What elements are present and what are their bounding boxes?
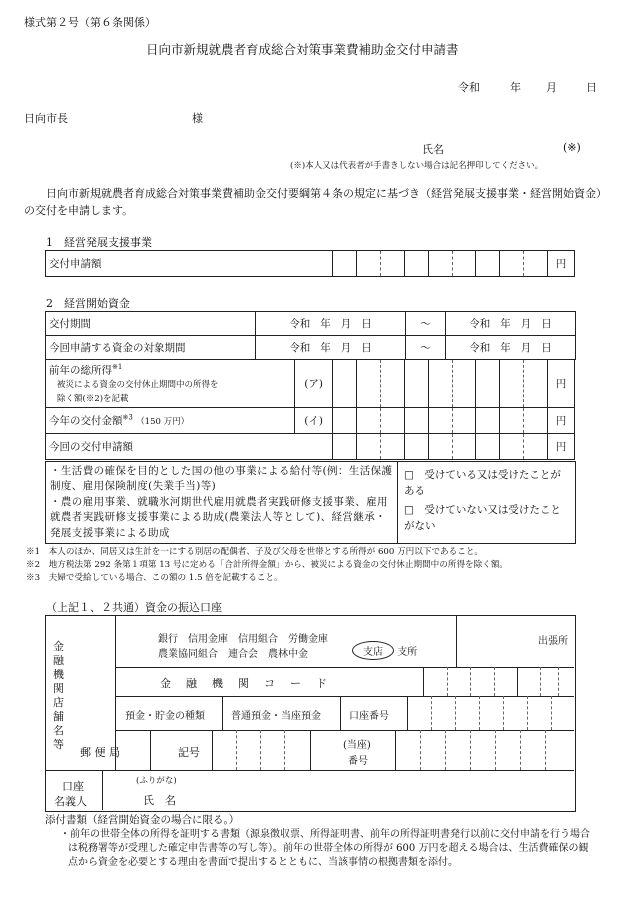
- digit-cell[interactable]: [404, 360, 428, 408]
- code-digit-line: [447, 667, 448, 696]
- date-day: 日: [586, 81, 597, 94]
- bank-col-line: [340, 696, 341, 730]
- seal-note: (※)本人又は代表者が手書きしない場合は記名押印してください。: [290, 161, 544, 171]
- bank-side-label: 金融機関店舗名等: [53, 640, 64, 751]
- current-year-amount-cell: [46, 408, 295, 434]
- digit-cell[interactable]: [452, 360, 476, 408]
- day-label: 日: [541, 318, 552, 330]
- holder-label-1: 口座: [62, 780, 84, 793]
- digit-cell[interactable]: [428, 408, 452, 434]
- note-3: ※3 夫婦で受給している場合、この額の 1.5 倍を記載すること。: [26, 573, 283, 583]
- yen-unit: 円: [547, 434, 574, 460]
- tilde: ～: [406, 336, 446, 360]
- code-digit-line: [494, 667, 495, 696]
- note-ref: ※3: [122, 413, 133, 422]
- target-period-label: 今回申請する資金の対象期間: [46, 336, 256, 360]
- prior-income-cell: [46, 360, 295, 408]
- month-label: 月: [520, 318, 532, 330]
- month-label: 月: [340, 318, 352, 330]
- era-label: 令和: [289, 342, 311, 354]
- amount-note: （150 万円）: [136, 417, 190, 427]
- digit-cell[interactable]: [381, 251, 405, 277]
- code-digit-line: [558, 667, 559, 696]
- branch-options[interactable]: [352, 641, 417, 660]
- bank-col-line: [150, 730, 151, 770]
- digit-cell[interactable]: [381, 408, 405, 434]
- seal-mark: (※): [563, 141, 581, 154]
- era-label: 令和: [469, 318, 491, 330]
- account-digit-line: [479, 696, 480, 730]
- symbol-digit-line: [260, 730, 261, 770]
- bank-col-line: [395, 730, 396, 770]
- digit-cell[interactable]: [381, 434, 405, 460]
- branch-sub: 支所: [397, 647, 418, 658]
- date-year: 年: [510, 81, 521, 94]
- number-digit-line: [545, 730, 546, 770]
- account-digit-line: [431, 696, 432, 730]
- note-1: ※1 本人のほか、同居又は生計を一にする別居の配偶者、子及び父母を世帯とする所得が 600 万円以下であること。: [26, 547, 484, 557]
- digit-cell[interactable]: [476, 360, 500, 408]
- section1-table: [45, 250, 575, 277]
- option-received[interactable]: □ 受けている又は受けたことがある: [404, 469, 561, 497]
- date-era: 令和: [458, 81, 480, 94]
- number-digit-line: [445, 730, 446, 770]
- bank-col-line: [423, 667, 424, 696]
- symbol-digit-line: [236, 730, 237, 770]
- prior-income-sub: 除く額(※2)を記載: [57, 393, 129, 404]
- digit-cell[interactable]: [452, 434, 476, 460]
- target-period-start[interactable]: [256, 336, 406, 360]
- yen-unit: 円: [547, 251, 574, 277]
- digit-cell[interactable]: [524, 251, 548, 277]
- account-digit-line: [503, 696, 504, 730]
- month-label: 月: [340, 342, 352, 354]
- number-digit-line: [495, 730, 496, 770]
- addressee: 日向市長: [24, 112, 68, 125]
- digit-cell[interactable]: [500, 434, 524, 460]
- era-label: 令和: [469, 342, 491, 354]
- digit-cell[interactable]: [333, 408, 357, 434]
- digit-cell[interactable]: [428, 434, 452, 460]
- period-start[interactable]: [256, 312, 406, 336]
- year-label: 年: [500, 342, 511, 354]
- digit-cell[interactable]: [404, 408, 428, 434]
- section1-heading: 1 経営発展支援事業: [46, 236, 152, 249]
- bank-col-line: [407, 696, 408, 730]
- period-end[interactable]: [446, 312, 576, 336]
- note-2: ※2 地方税法第 292 条第１項第 13 号に定める「合計所得金額」から、被災による資金の交付休止期間中の所得を除く額。: [26, 560, 509, 570]
- attachments-body: ・前年の世帯全体の所得を証明する書類（源泉徴収票、所得証明書、前年の所得証明書発行以前に交付申請を行う場合は税務署等が受理した確定申告書等の写し等）。前年の世帯全体の所得が 600 万円を超える場合は、生活費確保の観点から資金を必要とする理由を書面で提出するとともに、当該事情の根拠書類を添付。: [60, 829, 590, 868]
- digit-cell[interactable]: [476, 408, 500, 434]
- section2-amount-table: [45, 359, 575, 460]
- branch-office: 出張所: [538, 636, 568, 647]
- digit-cell[interactable]: [357, 360, 381, 408]
- year-label: 年: [500, 318, 511, 330]
- year-label: 年: [320, 342, 331, 354]
- digit-cell[interactable]: [524, 434, 548, 460]
- digit-cell[interactable]: [476, 251, 500, 277]
- digit-cell[interactable]: [452, 408, 476, 434]
- bank-col-line: [310, 730, 311, 770]
- digit-cell[interactable]: [381, 360, 405, 408]
- day-label: 日: [361, 318, 372, 330]
- section2-heading: 2 経営開始資金: [46, 297, 130, 310]
- deposit-type-value[interactable]: 普通預金・当座預金: [231, 711, 321, 722]
- bank-row-line: [115, 696, 574, 697]
- yen-unit: 円: [547, 408, 574, 434]
- day-label: 日: [541, 342, 552, 354]
- digit-cell[interactable]: [404, 251, 428, 277]
- symbol-label: 記号: [178, 746, 200, 759]
- post-office-label: 郵 便 局: [80, 746, 120, 759]
- bank-row-line: [115, 730, 574, 731]
- holder-name-label: 氏 名: [143, 794, 176, 807]
- code-digit-line: [540, 667, 541, 696]
- holder-label-2: 名義人: [54, 795, 87, 808]
- bank-types-2: 農業協同組合 連合会 農林中金: [158, 649, 308, 660]
- digit-cell[interactable]: [428, 251, 452, 277]
- digit-cell[interactable]: [333, 251, 357, 277]
- furigana-label: (ふりがな): [136, 776, 177, 786]
- tilde: ～: [406, 312, 446, 336]
- zaza-label: (当座): [343, 740, 371, 751]
- date-month: 月: [546, 81, 557, 94]
- digit-cell[interactable]: [404, 434, 428, 460]
- bank-col-line: [212, 730, 213, 770]
- grant-period-label: 交付期間: [46, 312, 256, 336]
- bank-row-line: [45, 770, 574, 771]
- bank-heading: （上記１、２共通）資金の振込口座: [46, 601, 222, 614]
- attachments-heading: 添付書類（経営開始資金の場合に限る。）: [45, 814, 240, 826]
- benefit-options: [398, 462, 576, 544]
- bank-col-line: [456, 615, 457, 667]
- era-label: 令和: [289, 318, 311, 330]
- digit-cell[interactable]: [500, 408, 524, 434]
- account-digit-line: [527, 696, 528, 730]
- grant-request-label: 交付申請額: [46, 251, 333, 277]
- digit-cell[interactable]: [452, 251, 476, 277]
- branch-main: 支店: [352, 641, 394, 660]
- other-benefit-text: ・生活費の確保を目的とした国の他の事業による給付等(例：生活保護制度、雇用保険制度(失業手当)等) ・農の雇用事業、就職氷河期世代雇用就農者実践研修支援事業、雇用就農者実践研修支援事業による助成(農業法人等として)、経営継承・発展支援事業による助成: [46, 462, 398, 544]
- digit-cell[interactable]: [428, 360, 452, 408]
- year-label: 年: [320, 318, 331, 330]
- digit-cell[interactable]: [357, 251, 381, 277]
- symbol-digit-line: [284, 730, 285, 770]
- day-label: 日: [361, 342, 372, 354]
- month-label: 月: [520, 342, 532, 354]
- bank-code-label: 金 融 機 関 コ ー ド: [160, 677, 329, 690]
- digit-cell[interactable]: [524, 408, 548, 434]
- digit-cell[interactable]: [333, 434, 357, 460]
- bank-types-1: 銀行 信用金庫 信用組合 労働金庫: [158, 634, 328, 645]
- bank-row-line: [115, 667, 574, 668]
- note-ref: ※1: [112, 363, 123, 372]
- account-number-label: 口座番号: [349, 711, 389, 722]
- mark-a: (ア): [294, 360, 332, 408]
- bank-col-line: [517, 667, 518, 696]
- section2-period-table: [45, 311, 576, 360]
- number-digit-line: [470, 730, 471, 770]
- benefit-table: [45, 461, 576, 544]
- page-title: 日向市新規就農者育成総合対策事業費補助金交付申請書: [146, 42, 459, 57]
- account-digit-line: [551, 696, 552, 730]
- account-digit-line: [455, 696, 456, 730]
- holder-name-input[interactable]: [210, 772, 570, 806]
- mark-i: (イ): [294, 408, 332, 434]
- option-not-received[interactable]: □ 受けていない又は受けたことがない: [404, 504, 561, 532]
- current-year-amount-label: 今年の交付金額: [49, 415, 123, 427]
- code-digit-line: [470, 667, 471, 696]
- current-request-label: 今回の交付申請額: [46, 434, 333, 460]
- bank-col-line: [102, 770, 103, 810]
- deposit-type-label: 預金・貯金の種類: [125, 711, 205, 722]
- number-label: 番号: [348, 756, 368, 767]
- digit-cell[interactable]: [524, 360, 548, 408]
- form-number: 様式第２号（第６条関係）: [24, 16, 156, 29]
- intro-text: 日向市新規就農者育成総合対策事業費補助金交付要綱第４条の規定に基づき（経営発展支援事業・経営開始資金）の交付を申請します。: [24, 187, 602, 217]
- applicant-name-label: 氏名: [422, 143, 444, 156]
- digit-cell[interactable]: [476, 434, 500, 460]
- addressee-suffix: 様: [192, 112, 203, 125]
- bank-col-line: [222, 696, 223, 730]
- digit-cell[interactable]: [357, 434, 381, 460]
- digit-cell[interactable]: [500, 251, 524, 277]
- number-digit-line: [420, 730, 421, 770]
- digit-cell[interactable]: [357, 408, 381, 434]
- target-period-end[interactable]: [446, 336, 576, 360]
- notes: [26, 546, 508, 585]
- prior-income-sub: 被災による資金の交付休止期間中の所得を: [57, 379, 219, 390]
- yen-unit: 円: [547, 360, 574, 408]
- prior-income-label: 前年の総所得: [49, 364, 112, 377]
- digit-cell[interactable]: [500, 360, 524, 408]
- number-digit-line: [520, 730, 521, 770]
- digit-cell[interactable]: [333, 360, 357, 408]
